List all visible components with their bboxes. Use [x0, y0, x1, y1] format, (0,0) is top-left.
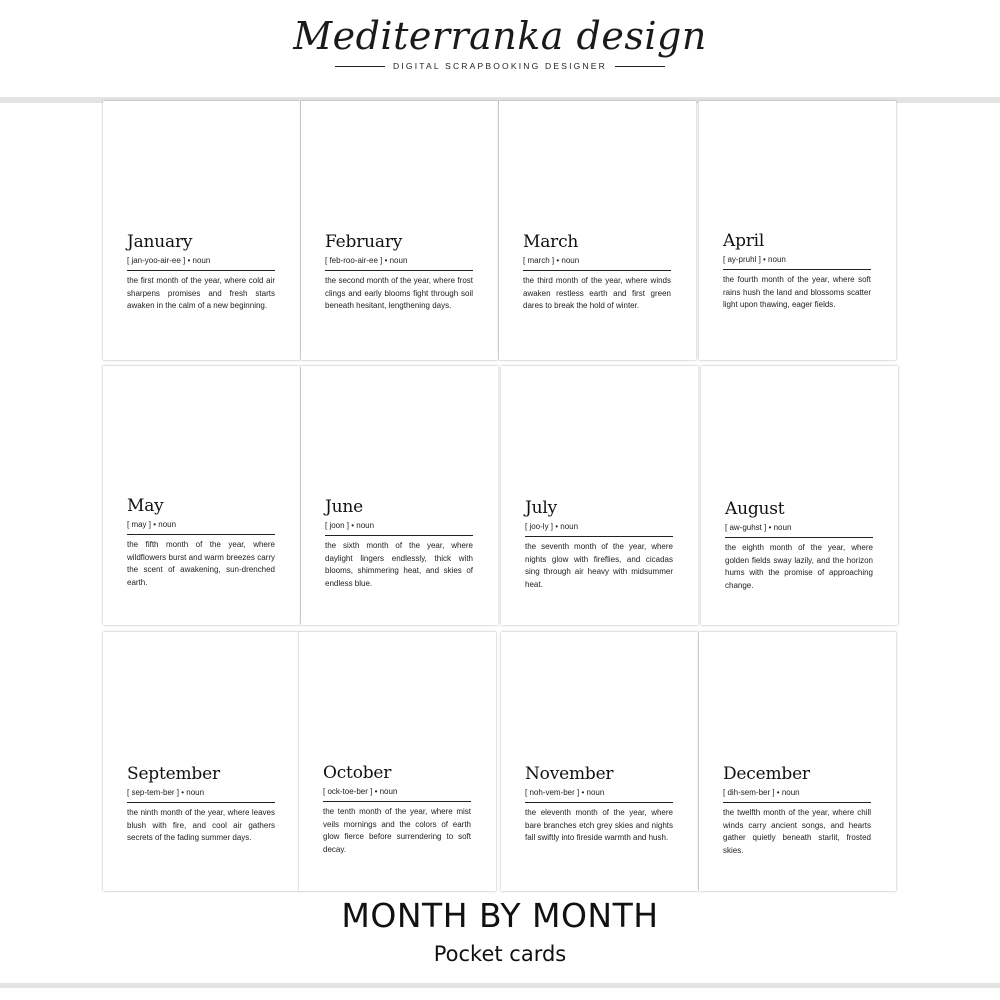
- card-pronunciation: [ dih-sem-ber ] • noun: [723, 788, 800, 797]
- card-month: November: [525, 764, 614, 784]
- card-month: October: [323, 763, 392, 783]
- card-divider: [323, 801, 471, 802]
- card-divider: [127, 534, 275, 535]
- card-divider: [325, 270, 473, 271]
- card-july: [501, 366, 698, 625]
- card-pronunciation: [ sep-tem-ber ] • noun: [127, 788, 205, 797]
- brand-header: [0, 0, 1000, 100]
- card-definition: the fifth month of the year, where wildflowers burst and warm breezes carry the scent of awakening, sun-drenched earth.: [127, 540, 275, 587]
- card-september: [103, 632, 300, 891]
- card-month: June: [325, 497, 363, 517]
- card-pronunciation: [ joo-ly ] • noun: [525, 522, 579, 531]
- card-pronunciation: [ may ] • noun: [127, 520, 177, 529]
- card-definition: the second month of the year, where frost clings and early blooms fight through soil beneath hesitant, lengthening days.: [325, 276, 473, 310]
- card-pronunciation: [ aw-guhst ] • noun: [725, 523, 792, 532]
- card-april: [699, 101, 896, 360]
- card-definition: the eighth month of the year, where golden fields sway lazily, and the horizon hums with the promise of approaching change.: [725, 543, 873, 590]
- card-february: [301, 101, 498, 360]
- card-definition: the eleventh month of the year, where bare branches etch grey skies and nights fall swiftly into fireside warmth and hush.: [525, 808, 673, 842]
- brand-logo: Mediterranka design: [293, 14, 707, 58]
- card-divider: [525, 802, 673, 803]
- card-divider: [723, 802, 871, 803]
- card-definition: the first month of the year, where cold air sharpens promises and fresh starts awaken in the calm of a new beginning.: [127, 276, 275, 310]
- card-definition: the ninth month of the year, where leaves blush with fire, and cool air gathers secrets of the fading summer days.: [127, 808, 275, 842]
- card-pronunciation: [ feb-roo-air-ee ] • noun: [325, 256, 408, 265]
- card-may: [103, 366, 300, 625]
- card-month: March: [523, 232, 579, 252]
- tagline-rule-left: [335, 66, 385, 67]
- card-november: [501, 632, 698, 891]
- card-june: [301, 366, 498, 625]
- brand-tagline: DIGITAL SCRAPBOOKING DESIGNER: [393, 61, 607, 71]
- card-month: December: [723, 764, 810, 784]
- card-definition: the twelfth month of the year, where chill winds carry ancient songs, and hearts gather quietly beneath starlit, frosted skies.: [723, 808, 871, 855]
- card-definition: the sixth month of the year, where daylight lingers endlessly, thick with blooms, shimmering heat, and skies of endless blue.: [325, 541, 473, 588]
- bottom-divider: [0, 983, 1000, 988]
- brand-tagline-row: [335, 59, 665, 73]
- tagline-rule-right: [615, 66, 665, 67]
- card-divider: [523, 270, 671, 271]
- card-month: May: [127, 496, 164, 516]
- card-month: April: [723, 231, 765, 251]
- card-december: [699, 632, 896, 891]
- card-definition: the fourth month of the year, where soft rains hush the land and blossoms scatter light upon thawing, eager fields.: [723, 275, 871, 309]
- card-month: September: [127, 764, 220, 784]
- card-pronunciation: [ march ] • noun: [523, 256, 580, 265]
- card-divider: [525, 536, 673, 537]
- product-title: MONTH BY MONTH: [341, 896, 659, 935]
- card-pronunciation: [ ay-pruhl ] • noun: [723, 255, 786, 264]
- card-pronunciation: [ jan-yoo-air-ee ] • noun: [127, 256, 211, 265]
- card-definition: the tenth month of the year, where mist veils mornings and the colors of earth glow fierce before surrendering to soft decay.: [323, 807, 471, 854]
- card-october: [299, 632, 496, 891]
- card-divider: [725, 537, 873, 538]
- card-pronunciation: [ joon ] • noun: [325, 521, 375, 530]
- card-month: July: [525, 498, 558, 518]
- card-divider: [127, 270, 275, 271]
- card-january: [103, 101, 300, 360]
- card-month: August: [725, 499, 785, 519]
- card-pronunciation: [ noh-vem-ber ] • noun: [525, 788, 605, 797]
- card-divider: [127, 802, 275, 803]
- card-month: February: [325, 232, 403, 252]
- card-definition: the seventh month of the year, where nights glow with fireflies, and cicadas sing through air heavy with midsummer heat.: [525, 542, 673, 589]
- card-divider: [325, 535, 473, 536]
- product-subtitle: Pocket cards: [433, 942, 567, 966]
- card-month: January: [127, 232, 193, 252]
- card-divider: [723, 269, 871, 270]
- card-definition: the third month of the year, where winds awaken restless earth and first green dares to break the hold of winter.: [523, 276, 671, 310]
- card-pronunciation: [ ock-toe-ber ] • noun: [323, 787, 398, 796]
- card-march: [499, 101, 696, 360]
- card-august: [701, 366, 898, 625]
